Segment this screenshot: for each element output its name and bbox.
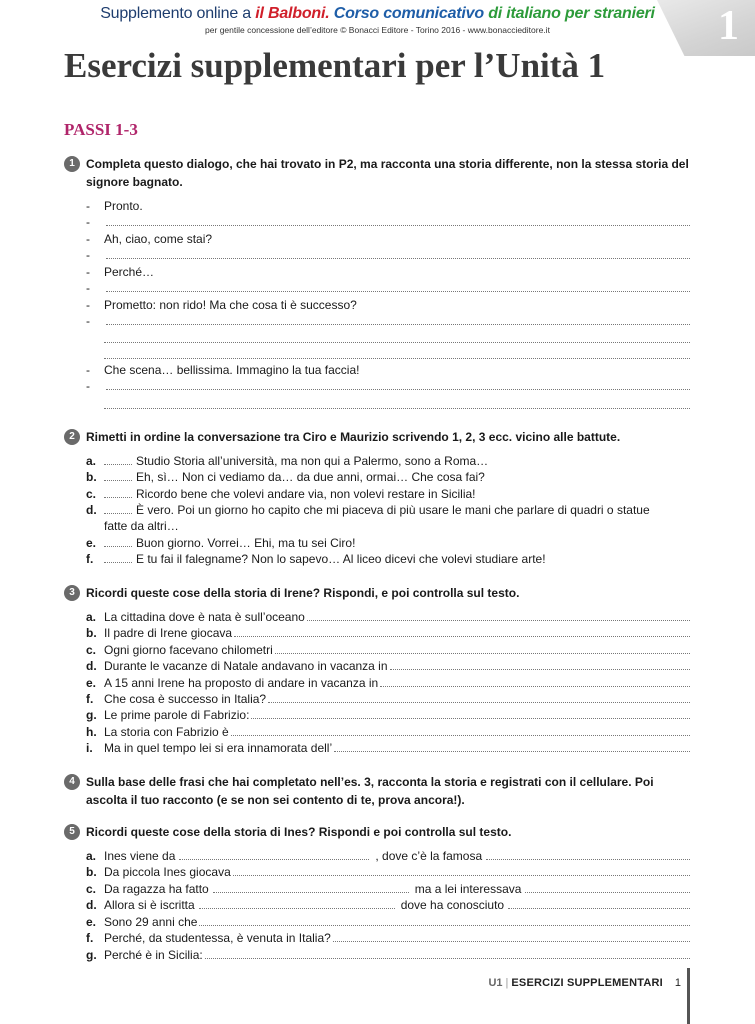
answer-blank[interactable] <box>104 407 690 409</box>
page-title: Esercizi supplementari per l’Unità 1 <box>64 46 606 85</box>
dialog-line: - Prometto: non rido! Ma che cosa ti è successo? <box>86 298 357 312</box>
exercise-3-instruction: 3 Ricordi queste cose della storia di Irene? Rispondi, e poi controlla sul testo. <box>64 584 690 602</box>
ordering-item: b. Eh, sì… Non ci vediamo da… da due anni, ormai… Che cosa fai? <box>86 470 485 484</box>
question-item: c. Da ragazza ha fatto ma a lei interessava <box>86 881 690 897</box>
order-number-blank[interactable] <box>104 535 132 547</box>
answer-blank[interactable] <box>486 848 690 860</box>
answer-blank[interactable] <box>268 691 690 703</box>
header-brand: il Balboni. <box>255 5 330 22</box>
answer-blank[interactable] <box>234 625 690 637</box>
dialog-answer-line[interactable]: - <box>86 378 690 394</box>
exercise-number-badge: 3 <box>64 585 80 601</box>
dialog-line: - Ah, ciao, come stai? <box>86 232 213 246</box>
ordering-item: d. È vero. Poi un giorno ho capito che mi piaceva di più usare le mani che parlare di quadri o statue <box>86 503 650 517</box>
footer-label: ESERCIZI SUPPLEMENTARI <box>511 977 663 989</box>
question-item: f. Perché, da studentessa, è venuta in Italia? <box>86 930 690 946</box>
answer-blank[interactable] <box>199 914 690 926</box>
answer-blank[interactable] <box>106 280 690 292</box>
answer-blank[interactable] <box>104 357 690 359</box>
exercise-number-badge: 4 <box>64 774 80 790</box>
dialog-line: - Che scena… bellissima. Immagino la tua faccia! <box>86 363 360 377</box>
dialog-line: - Perché… <box>86 265 155 279</box>
answer-blank[interactable] <box>213 881 409 893</box>
answer-blank[interactable] <box>275 642 690 654</box>
question-item: b. Il padre di Irene giocava <box>86 625 690 641</box>
answer-blank[interactable] <box>179 848 369 860</box>
answer-blank[interactable] <box>307 609 690 621</box>
header-course-2: di italiano per stranieri <box>488 5 655 22</box>
header-title <box>0 5 755 23</box>
unit-badge: 1 <box>718 3 739 49</box>
footer-unit: U1 <box>488 977 503 989</box>
question-item: e. A 15 anni Irene ha proposto di andare in vacanza in <box>86 675 690 691</box>
question-item: d. Allora si è iscritta dove ha conosciuto <box>86 897 690 913</box>
header-course-1: Corso comunicativo <box>333 5 484 22</box>
exercise-2-instruction: 2 Rimetti in ordine la conversazione tra Ciro e Maurizio scrivendo 1, 2, 3 ecc. vicino alle battute. <box>64 428 690 446</box>
answer-blank[interactable] <box>199 897 395 909</box>
ordering-item: c. Ricordo bene che volevi andare via, non volevi restare in Sicilia! <box>86 487 476 501</box>
exercise-1-instruction: 1 Completa questo dialogo, che hai trovato in P2, ma racconta una storia differente, non la stessa storia del signore bagnato. <box>64 155 690 191</box>
header-credit: per gentile concessione dell’editore © Bonacci Editore - Torino 2016 - www.bonaccieditore.it <box>205 25 550 35</box>
question-item: a. La cittadina dove è nata è sull’oceano <box>86 609 690 625</box>
question-item: d. Durante le vacanze di Natale andavano in vacanza in <box>86 658 690 674</box>
answer-blank[interactable] <box>106 378 690 390</box>
answer-blank[interactable] <box>231 724 690 736</box>
exercise-number-badge: 1 <box>64 156 80 172</box>
order-number-blank[interactable] <box>104 551 132 563</box>
answer-blank[interactable] <box>251 707 690 719</box>
order-number-blank[interactable] <box>104 453 132 465</box>
question-item: c. Ogni giorno facevano chilometri <box>86 642 690 658</box>
answer-blank[interactable] <box>508 897 690 909</box>
ordering-item: e. Buon giorno. Vorrei… Ehi, ma tu sei Ciro! <box>86 536 356 550</box>
footer-separator: | <box>505 977 509 989</box>
ordering-item: f. E tu fai il falegname? Non lo sapevo… Al liceo dicevi che volevi studiare arte! <box>86 552 546 566</box>
answer-blank[interactable] <box>525 881 690 893</box>
question-item: e. Sono 29 anni che <box>86 914 690 930</box>
answer-blank[interactable] <box>205 947 690 959</box>
page-number: 1 <box>674 977 681 989</box>
answer-blank[interactable] <box>106 214 690 226</box>
answer-blank[interactable] <box>233 864 690 876</box>
exercise-4-instruction: 4 Sulla base delle frasi che hai completato nell’es. 3, racconta la storia e registrati con il cellulare. Poi ascolta il tuo racconto (e se non sei contento di te, prova ancora!). <box>64 773 690 809</box>
ordering-item-continuation: fatte da altri… <box>104 519 179 533</box>
section-heading: PASSI 1-3 <box>64 120 138 139</box>
header-prefix: Supplemento online a <box>100 5 251 22</box>
order-number-blank[interactable] <box>104 502 132 514</box>
question-item: f. Che cosa è successo in Italia? <box>86 691 690 707</box>
question-item: i. Ma in quel tempo lei si era innamorata dell’ <box>86 740 690 756</box>
question-item: g. Le prime parole di Fabrizio: <box>86 707 690 723</box>
question-item: a. Ines viene da , dove c’è la famosa <box>86 848 690 864</box>
dialog-answer-line[interactable]: - <box>86 313 690 329</box>
answer-blank[interactable] <box>380 675 690 687</box>
dialog-answer-line[interactable]: - <box>86 280 690 296</box>
ordering-item: a. Studio Storia all’università, ma non qui a Palermo, sono a Roma… <box>86 454 489 468</box>
answer-blank[interactable] <box>106 247 690 259</box>
page-footer <box>488 977 681 989</box>
dialog-answer-line[interactable]: - <box>86 247 690 263</box>
answer-blank[interactable] <box>106 313 690 325</box>
footer-bar <box>687 968 690 1024</box>
unit-corner-tab <box>657 0 755 56</box>
answer-blank[interactable] <box>104 341 690 343</box>
dialog-line: - Pronto. <box>86 199 143 213</box>
exercise-number-badge: 2 <box>64 429 80 445</box>
dialog-answer-line[interactable]: - <box>86 214 690 230</box>
exercise-5-instruction: 5 Ricordi queste cose della storia di Ines? Rispondi e poi controlla sul testo. <box>64 823 690 841</box>
question-item: h. La storia con Fabrizio è <box>86 724 690 740</box>
order-number-blank[interactable] <box>104 469 132 481</box>
question-item: g. Perché è in Sicilia: <box>86 947 690 963</box>
exercise-number-badge: 5 <box>64 824 80 840</box>
question-item: b. Da piccola Ines giocava <box>86 864 690 880</box>
answer-blank[interactable] <box>333 930 690 942</box>
order-number-blank[interactable] <box>104 486 132 498</box>
answer-blank[interactable] <box>390 658 690 670</box>
answer-blank[interactable] <box>334 740 690 752</box>
